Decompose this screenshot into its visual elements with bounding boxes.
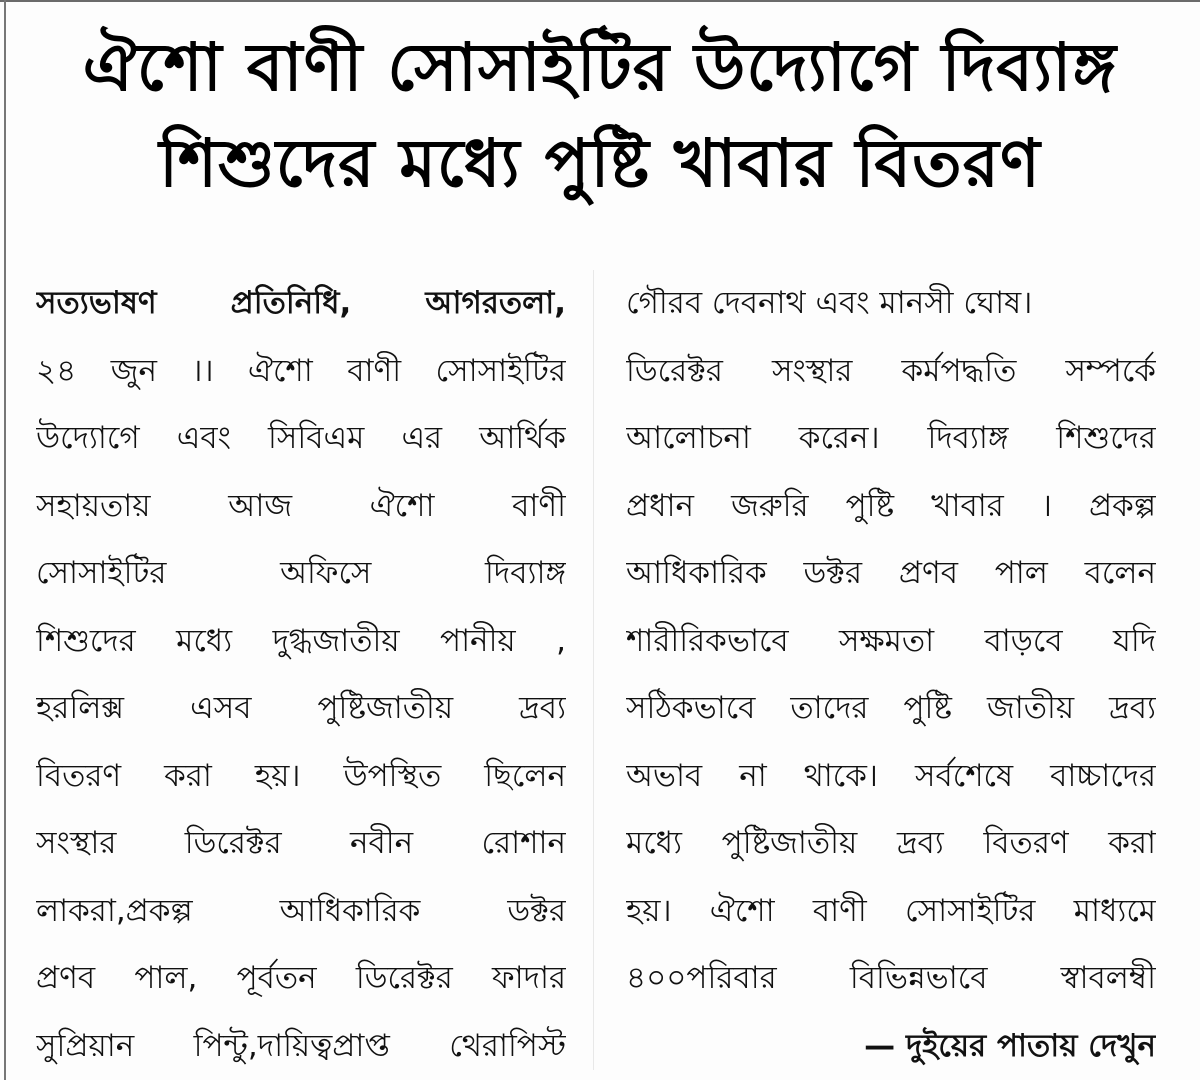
column-line: গৌরব দেবনাথ এবং মানসী ঘোষ। [626,285,1033,321]
column-line: শারীরিকভাবে সক্ষমতা বাড়বে যদি [626,622,1156,659]
article-column-left [36,270,566,1075]
column-line: প্রধান জরুরি পুষ্টি খাবার । প্রকল্প [626,487,1156,524]
article-column-right [626,270,1156,1075]
column-line: বিতরণ করা হয়। উপস্থিত ছিলেন [36,757,566,794]
column-line: ৪০০পরিবার বিভিন্নভাবে স্বাবলম্বী [626,960,1156,996]
article-headline [20,20,1180,212]
top-rule [0,0,1200,8]
column-line: সোসাইটির অফিসে দিব্যাঙ্গ [36,555,566,591]
column-line: আধিকারিক ডক্টর প্রণব পাল বলেন [626,555,1156,591]
column-line: সহায়তায় আজ ঐশো বাণী [36,487,566,524]
column-line: উদ্যোগে এবং সিবিএম এর আর্থিক [36,420,566,456]
column-line: আলোচনা করেন। দিব্যাঙ্গ শিশুদের [626,420,1156,456]
headline-line-2: শিশুদের মধ্যে পুষ্টি খাবার বিতরণ [159,125,1041,202]
column-line: হরলিক্স এসব পুষ্টিজাতীয় দ্রব্য [36,690,566,726]
column-line: ডিরেক্টর সংস্থার কর্মপদ্ধতি সম্পর্কে [626,352,1156,389]
left-border-rule [4,0,6,1080]
column-line: সুপ্রিয়ান পিন্টু,দায়িত্বপ্রাপ্ত থেরাপিস্ট [36,1027,566,1064]
column-divider [593,270,594,1070]
column-line: লাকরা,প্রকল্প আধিকারিক ডক্টর [36,892,566,929]
dateline: সত্যভাষণ প্রতিনিধি, আগরতলা, [36,285,566,321]
column-line: অভাব না থাকে। সর্বশেষে বাচ্চাদের [626,757,1156,794]
headline-line-1: ঐশো বাণী সোসাইটির উদ্যোগে দিব্যাঙ্গ [82,29,1118,106]
column-line: প্রণব পাল, পূর্বতন ডিরেক্টর ফাদার [36,960,566,996]
column-line: হয়। ঐশো বাণী সোসাইটির মাধ্যমে [626,892,1156,929]
continuation-note: — দুইয়ের পাতায় দেখুন [864,1027,1156,1064]
column-line: সঠিকভাবে তাদের পুষ্টি জাতীয় দ্রব্য [626,690,1156,726]
column-line: মধ্যে পুষ্টিজাতীয় দ্রব্য বিতরণ করা [626,825,1156,861]
column-line: সংস্থার ডিরেক্টর নবীন রোশান [36,825,566,861]
column-line: ২৪ জুন ।। ঐশো বাণী সোসাইটির [36,352,566,389]
column-line: শিশুদের মধ্যে দুগ্ধজাতীয় পানীয় , [36,622,566,659]
